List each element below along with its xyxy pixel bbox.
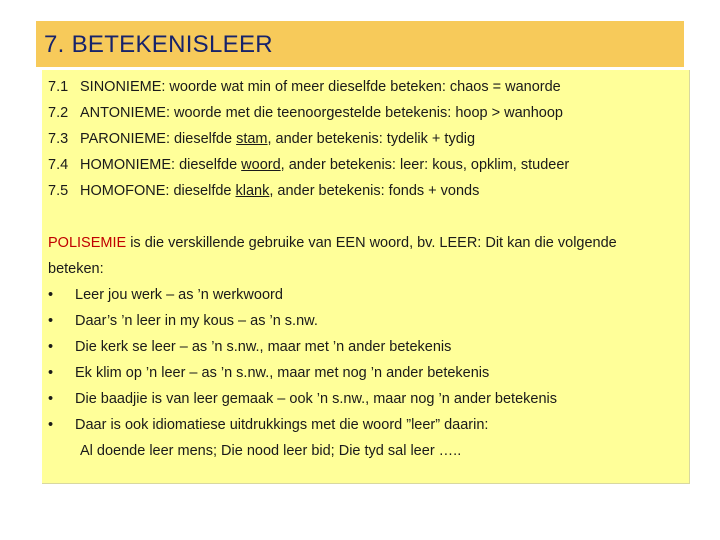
content-box: [42, 70, 690, 484]
list-item-text: Die baadjie is van leer gemaak – ook ’n s.nw., maar nog ’n ander betekenis: [75, 391, 558, 407]
definition-text: SINONIEME: woorde wat min of meer dieselfde beteken: chaos = wanorde: [80, 79, 561, 95]
definition-number: 7.2: [48, 105, 69, 121]
list-item: [48, 386, 668, 412]
list-item: [48, 360, 668, 386]
bullet-icon: •: [48, 287, 54, 303]
definition-number: 7.5: [48, 183, 69, 199]
definition-number: 7.3: [48, 131, 69, 147]
list-item-text: Die kerk se leer – as ’n s.nw., maar met ’n ander betekenis: [75, 339, 452, 355]
slide-title: 7. BETEKENISLEER: [44, 31, 273, 58]
polysemy-intro: [48, 230, 668, 282]
definition-text-pre: HOMOFONE: dieselfde: [80, 183, 236, 199]
definition-text-post: , ander betekenis: tydelik + tydig: [267, 131, 476, 147]
definition-text-post: , ander betekenis: fonds + vonds: [269, 183, 480, 199]
definition-text-pre: PARONIEME: dieselfde: [80, 131, 237, 147]
list-item-text: Ek klim op ’n leer – as ’n s.nw., maar met nog ’n ander betekenis: [75, 365, 490, 381]
definition-item: [48, 156, 684, 182]
title-bar: [36, 21, 684, 67]
polysemy-intro-text: is die verskillende gebruike van EEN woord, bv. LEER: Dit kan die volgende beteken:: [48, 235, 617, 277]
definition-number: 7.1: [48, 79, 69, 95]
polysemy-term: POLISEMIE: [48, 235, 127, 251]
definition-text-post: , ander betekenis: leer: kous, opklim, studeer: [280, 157, 570, 173]
definition-item: [48, 182, 684, 208]
polysemy-section: [48, 230, 668, 464]
list-item-text: Daar’s ’n leer in my kous – as ’n s.nw.: [75, 313, 318, 329]
list-item: [48, 308, 668, 334]
definition-item: [48, 104, 684, 130]
bullet-icon: •: [48, 313, 54, 329]
bullet-icon: •: [48, 391, 54, 407]
idiom-examples: Al doende leer mens; Die nood leer bid; Die tyd sal leer …..: [80, 443, 462, 459]
definition-list: [48, 78, 684, 208]
definition-number: 7.4: [48, 157, 69, 173]
underlined-term: woord: [241, 157, 281, 173]
definition-item: [48, 130, 684, 156]
bullet-icon: •: [48, 339, 54, 355]
underlined-term: stam: [236, 131, 268, 147]
definition-item: [48, 78, 684, 104]
definition-text: ANTONIEME: woorde met die teenoorgestelde betekenis: hoop > wanhoop: [80, 105, 563, 121]
list-item: [48, 334, 668, 360]
underlined-term: klank: [235, 183, 270, 199]
definition-text-pre: HOMONIEME: dieselfde: [80, 157, 242, 173]
list-item: [48, 282, 668, 308]
bullet-icon: •: [48, 417, 54, 433]
list-item-text: Daar is ook idiomatiese uitdrukkings met die woord ”leer” daarin:: [75, 417, 489, 433]
list-item-text: Leer jou werk – as ’n werkwoord: [75, 287, 283, 303]
list-item: [48, 412, 668, 438]
bullet-icon: •: [48, 365, 54, 381]
